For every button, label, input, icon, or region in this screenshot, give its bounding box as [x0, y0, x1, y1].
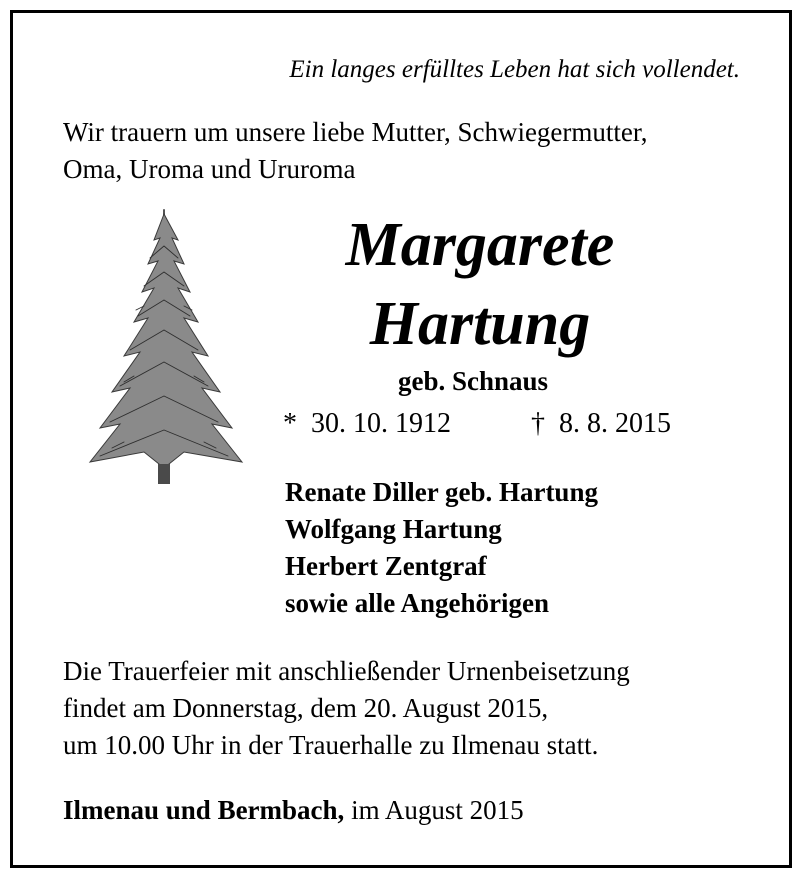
mourner: sowie alle Angehörigen [285, 588, 549, 618]
mourners-list [285, 474, 598, 622]
deceased-last-name: Hartung [369, 290, 591, 358]
birth-date: 30. 10. 1912 [311, 408, 451, 439]
mourner: Renate Diller geb. Hartung [285, 477, 598, 507]
ceremony-line-2: findet am Donnerstag, dem 20. August 2015, [63, 693, 549, 723]
mourner: Wolfgang Hartung [285, 514, 502, 544]
death-date: 8. 8. 2015 [559, 408, 671, 439]
death-symbol: † [531, 408, 545, 439]
ceremony-line-3: um 10.00 Uhr in der Trauerhalle zu Ilmenau statt. [63, 730, 599, 760]
ceremony-line-1: Die Trauerfeier mit anschließender Urnenbeisetzung [63, 656, 630, 686]
motto: Ein langes erfülltes Leben hat sich vollendet. [289, 56, 740, 83]
birth-date-group [283, 408, 451, 440]
intro-line-1: Wir trauern um unsere liebe Mutter, Schwiegermutter, [63, 117, 648, 147]
intro-text [63, 114, 763, 188]
ceremony-text [63, 653, 630, 764]
footer-date: im August 2015 [351, 795, 524, 825]
footer-places: Ilmenau und Bermbach, [63, 795, 345, 825]
mourner: Herbert Zentgraf [285, 551, 487, 581]
footer [63, 795, 524, 826]
deceased-first-name: Margarete [345, 211, 615, 279]
fir-tree-icon [84, 206, 248, 492]
maiden-name: geb. Schnaus [398, 366, 549, 396]
intro-line-2: Oma, Uroma und Ururoma [63, 154, 356, 184]
death-date-group [531, 408, 671, 440]
birth-symbol: * [283, 408, 297, 439]
